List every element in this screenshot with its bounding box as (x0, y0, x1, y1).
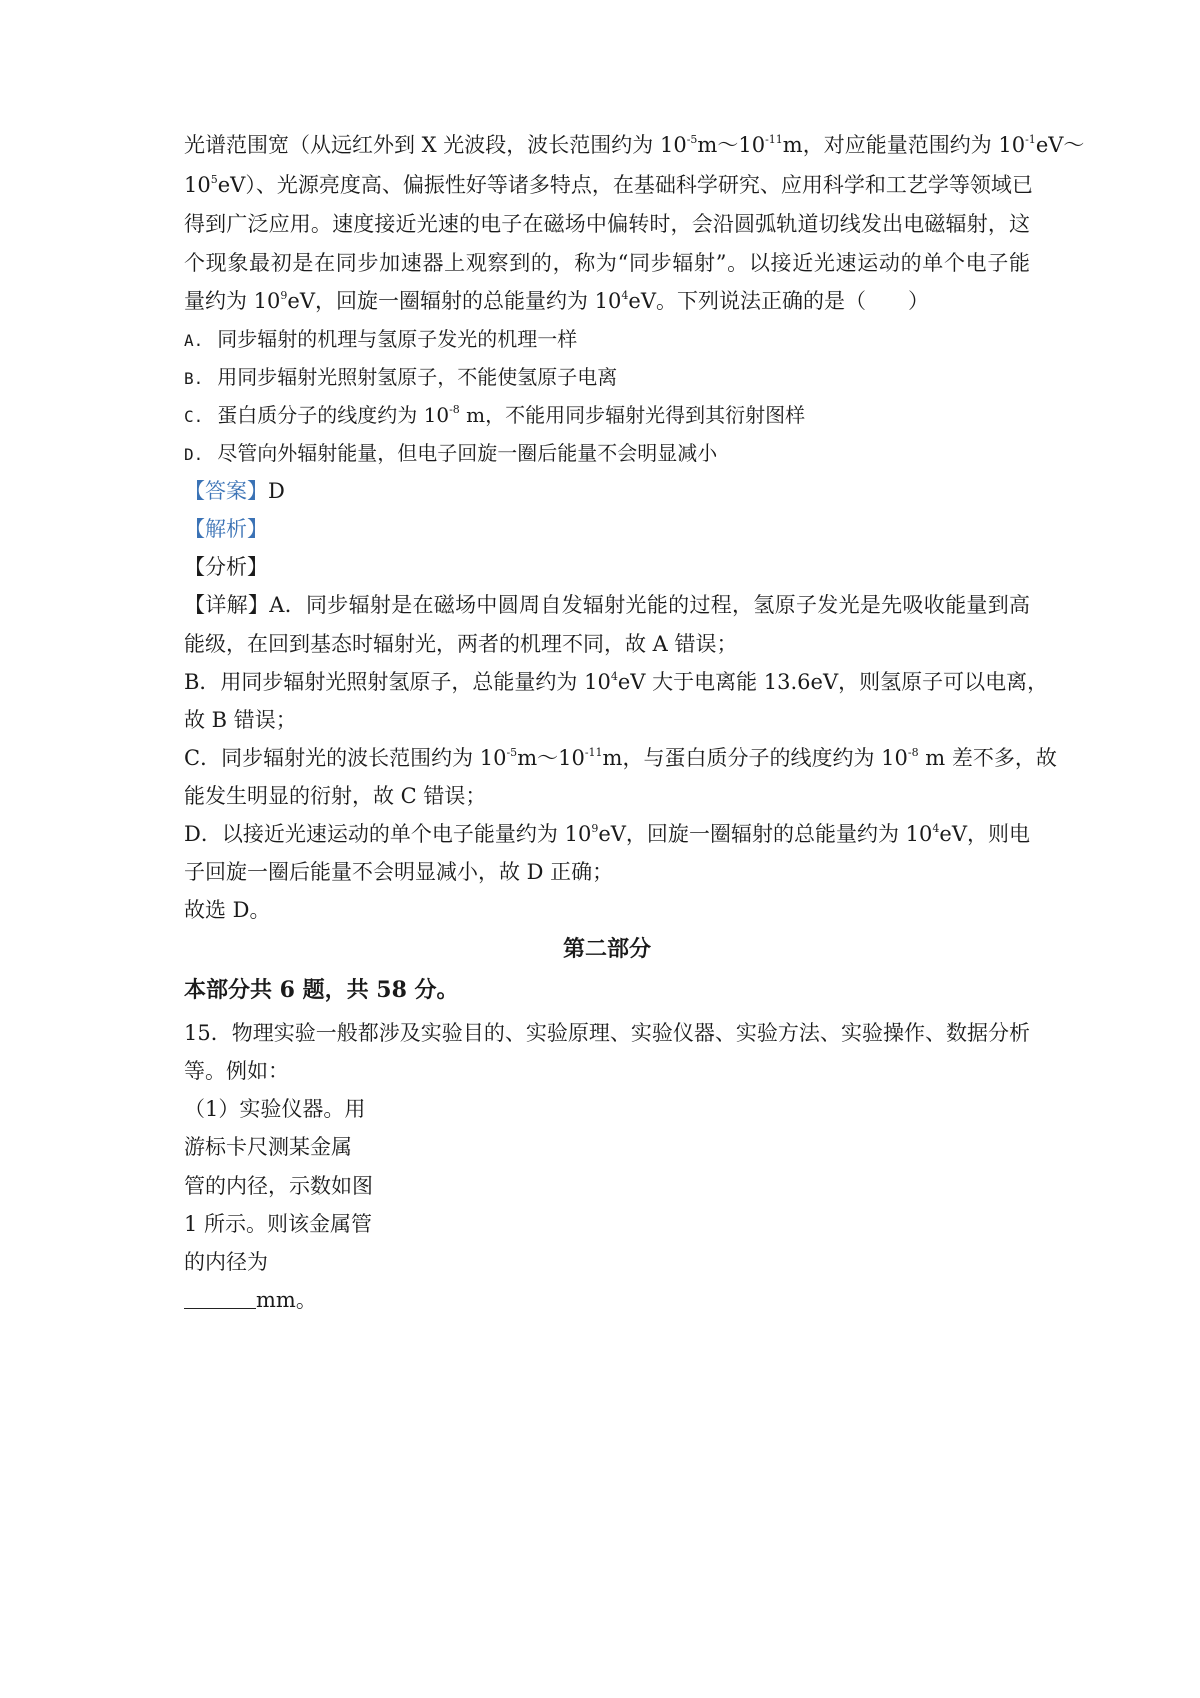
detail-c-line-1: C．同步辐射光的波长范围约为 $10^{-5}m\sim 10^{-11}m$，与蛋白质分子的线度约为 $10^{-8}$ m 差不多，故 (184, 746, 1057, 770)
option-c: C. 蛋白质分子的线度约为 $10^{-8}$ m，不能用同步辐射光得到其衍射图样 (184, 403, 806, 427)
detail-b-line-1: B．用同步辐射光照射氢原子，总能量约为 $10^4eV$ 大于电离能 13.6eV，则氢原子可以电离， (184, 670, 1049, 694)
detail-conclusion: 故选 D。 (184, 898, 271, 922)
answer-value: D (268, 479, 285, 503)
option-d (184, 438, 717, 468)
option-a-text: 同步辐射的机理与氢原子发光的机理一样 (217, 327, 578, 351)
section-title: 第二部分 (562, 936, 651, 962)
option-c-letter: C. (184, 407, 204, 426)
option-d-text: 尽管向外辐射能量，但电子回旋一圈后能量不会明显减小 (217, 441, 718, 465)
analysis-label: 【解析】 (184, 517, 268, 541)
intro-line-1: 光谱范围宽（从远红外到 X 光波段，波长范围约为 $10^{-5}m\sim 10^{-11}m$，对应能量范围约为 $10^{-1}eV\sim$ (184, 133, 1085, 157)
answer-line (184, 476, 285, 506)
q15-answer-line (184, 1285, 317, 1315)
answer-label: 【答案】 (184, 479, 268, 503)
q15-line-1: 15．物理实验一般都涉及实验目的、实验原理、实验仪器、实验方法、实验操作、数据分析 (184, 1021, 1030, 1045)
section-subtitle: 本部分共 6 题，共 58 分。 (184, 977, 459, 1003)
intro-line-5: 量约为 $10^9eV$，回旋一圈辐射的总能量约为 $10^4eV$。下列说法正确的是（ ） (184, 289, 929, 313)
option-b (184, 362, 617, 392)
option-d-letter: D. (184, 445, 204, 464)
intro-line-3: 得到广泛应用。速度接近光速的电子在磁场中偏转时，会沿圆弧轨道切线发出电磁辐射，这 (184, 212, 1030, 236)
q15-line-2: 等。例如： (184, 1059, 289, 1083)
option-b-letter: B. (184, 369, 204, 388)
detail-c-line-2: 能发生明显的衍射，故 C 错误； (184, 784, 487, 808)
option-b-text: 用同步辐射光照射氢原子，不能使氢原子电离 (217, 365, 618, 389)
detail-d-line-1: D．以接近光速运动的单个电子能量约为 $10^9eV$，回旋一圈辐射的总能量约为 $10^4eV$，则电 (184, 822, 1030, 846)
detail-a-line-1: 【详解】A．同步辐射是在磁场中圆周自发辐射光能的过程，氢原子发光是先吸收能量到高 (184, 593, 1030, 617)
option-a-letter: A. (184, 331, 204, 350)
q15-part1-line-4: 1 所示。则该金属管 (184, 1212, 373, 1236)
detail-label: 【详解】 (184, 593, 270, 617)
q15-part1-line-1: （1）实验仪器。用 (184, 1097, 366, 1121)
fenxi-label: 【分析】 (184, 555, 268, 579)
detail-d-line-2: 子回旋一圈后能量不会明显减小，故 D 正确； (184, 860, 614, 884)
intro-line-4: 个现象最初是在同步加速器上观察到的，称为“同步辐射”。以接近光速运动的单个电子能 (184, 251, 1030, 275)
intro-line-2: $10^5eV$）、光源亮度高、偏振性好等诸多特点，在基础科学研究、应用科学和工艺学等领域已 (184, 173, 1033, 197)
answer-unit: mm。 (256, 1288, 317, 1312)
q15-part1-line-3: 管的内径，示数如图 (184, 1174, 373, 1198)
q15-part1-line-5: 的内径为 (184, 1250, 268, 1274)
detail-b-line-2: 故 B 错误； (184, 708, 297, 732)
detail-a-line-2: 能级，在回到基态时辐射光，两者的机理不同，故 A 错误； (184, 632, 738, 656)
answer-blank[interactable] (184, 1290, 256, 1309)
q15-part1-line-2: 游标卡尺测某金属 (184, 1135, 352, 1159)
option-a (184, 324, 577, 354)
